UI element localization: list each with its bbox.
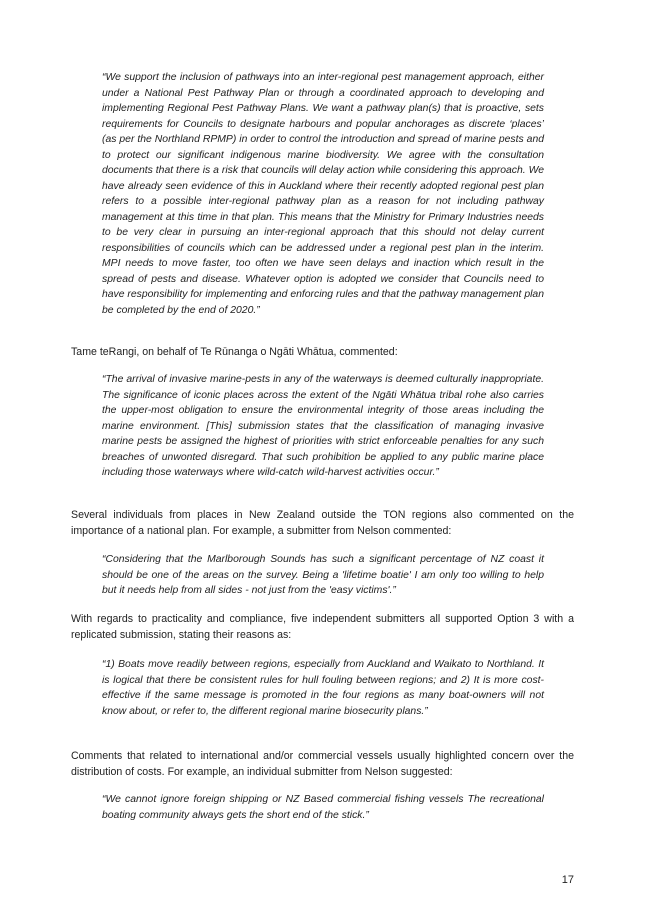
quote-ngati-whatua: “The arrival of invasive marine-pests in any of the waterways is deemed culturally inappropriate. The significance of iconic places across the extent of the Ngāti Whātua tribal rohe also carries the upper-most obligation to ensure the environmental integrity of those areas including the marine environment. [This] submission states that the classification of managing invasive marine pests be assigned the highest of priorities with strict enforceable penalties for any such breaches of unwonted disregard. That such prohibition be applied to any public marine place including those waterways where wild-catch wild-harvest activities occur.” <box>102 374 544 478</box>
quote-marlborough-sounds: “Considering that the Marlborough Sounds has such a significant percentage of NZ coast it should be one of the areas on the survey. Being a 'lifetime boatie' I am only too willing to help but it needs help from all sides - not just from the 'easy victims'.” <box>102 554 544 596</box>
paragraph-option-3: With regards to practicality and compliance, five independent submitters all supported Option 3 with a replicated submission, stating their reasons as: <box>71 613 574 641</box>
page-number: 17 <box>561 874 574 886</box>
attribution-te-runanga: Tame teRangi, on behalf of Te Rūnanga o Ngāti Whātua, commented: <box>71 346 398 358</box>
quote-foreign-shipping: “We cannot ignore foreign shipping or NZ Based commercial fishing vessels The recreational boating community always gets the short end of the stick.” <box>102 794 544 821</box>
paragraph-commercial-vessels: Comments that related to international and/or commercial vessels usually highlighted concern over the distribution of costs. For example, an individual submitter from Nelson suggested: <box>71 750 574 778</box>
quote-pathway-plan: “We support the inclusion of pathways into an inter-regional pest management approach, either under a National Pest Pathway Plan or through a coordinated approach to developing and implementing Regional Pest Pathway Plans. We want a pathway plan(s) that is proactive, sets requirements for Councils to designate harbours and popular anchorages as discrete ‘places’ (as per the Northland RPMP) in order to control the introduction and spread of marine pests and to protect our significant indigenous marine biodiversity. We agree with the consultation documents that there is a risk that councils will delay action while considering this approach. We have already seen evidence of this in Auckland where their recently adopted regional pest plan refers to a possible inter-regional pathway plan as a reason for not including pathway management at this time in that plan. This means that the Ministry for Primary Industries needs to be very clear in pursuing an inter-regional approach that this should not delay current responsibilities of councils which can be addressed under a regional pest plan in the interim. MPI needs to move faster, too often we have seen delays and inaction which result in the spread of pests and disease. Whatever option is adopted we consider that Councils need to have responsibility for implementing and enforcing rules and that the pathway management plan be completed by the end of 2020.” <box>102 72 544 316</box>
paragraph-national-plan: Several individuals from places in New Zealand outside the TON regions also commented on the importance of a national plan. For example, a submitter from Nelson commented: <box>71 509 574 537</box>
quote-boats-move: “1) Boats move readily between regions, especially from Auckland and Waikato to Northland. It is logical that there be consistent rules for hull fouling between regions; and 2) It is more cost-effective if the same message is promoted in the four regions as many boat-owners will not know about, or refer to, the different regional marine biosecurity plans.” <box>102 659 544 717</box>
